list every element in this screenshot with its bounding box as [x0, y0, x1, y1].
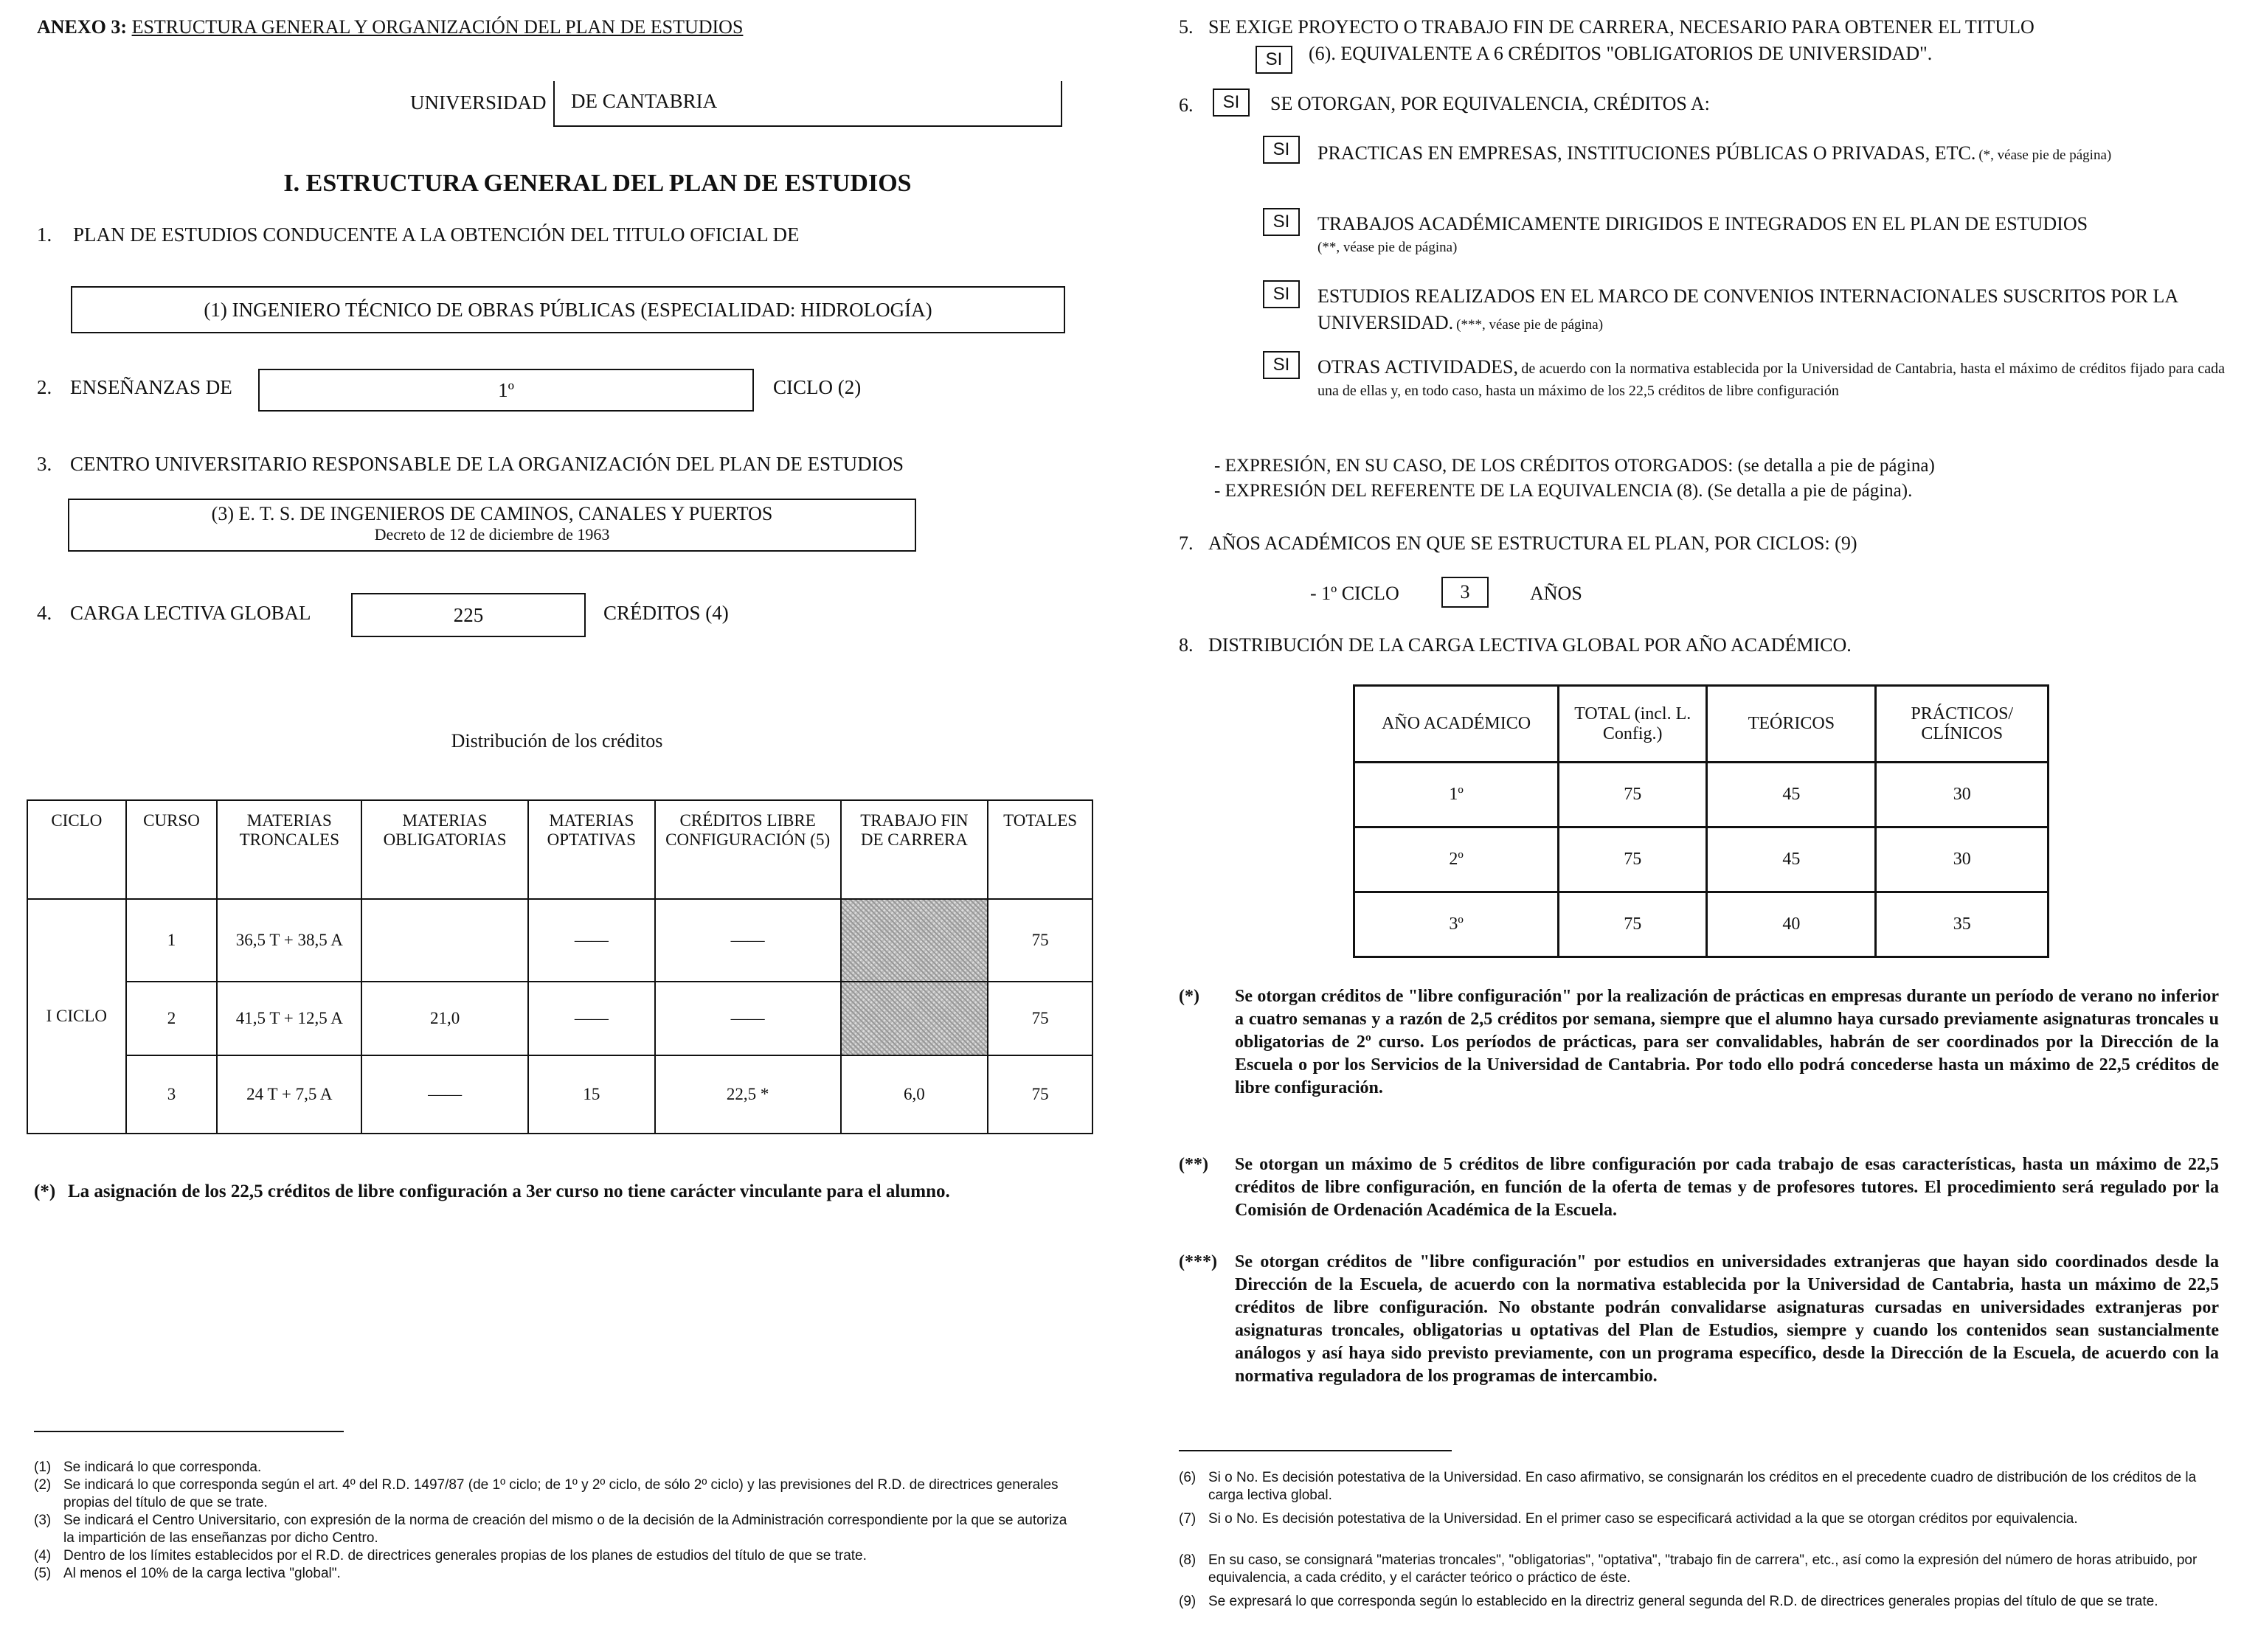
- right-footnote-divider: [1179, 1450, 1452, 1451]
- option-main: PRACTICAS EN EMPRESAS, INSTITUCIONES PÚBLICAS O PRIVADAS, ETC.: [1317, 142, 1976, 164]
- option-practicas: [1317, 143, 2188, 167]
- year-cell: 3º: [1354, 892, 1559, 957]
- right-footnote: [1179, 1593, 2219, 1628]
- header-troncales: MATERIAS TRONCALES: [217, 800, 361, 899]
- trabajo-cell-shaded: [841, 982, 988, 1055]
- option-si-box: SI: [1263, 208, 1300, 236]
- practicos-cell: 35: [1876, 892, 2049, 957]
- years-value: 3: [1460, 581, 1470, 603]
- header-obligatorias: MATERIAS OBLIGATORIAS: [361, 800, 528, 899]
- option-main: OTRAS ACTIVIDADES,: [1317, 356, 1518, 378]
- option-si-box: SI: [1263, 136, 1300, 164]
- footnote-num: (4): [34, 1548, 52, 1564]
- item-4-suffix: CRÉDITOS (4): [603, 602, 729, 624]
- note-mark: (**): [1179, 1155, 1208, 1174]
- obligatorias-cell: ——: [361, 1055, 528, 1134]
- university-box: [553, 81, 1062, 127]
- option-note: (*, véase pie de página): [1978, 148, 2112, 163]
- totales-cell: 75: [988, 982, 1092, 1055]
- credits-table-header-row: [27, 800, 1092, 899]
- total-cell: 75: [1559, 892, 1707, 957]
- years-value-box: [1441, 577, 1489, 608]
- footnote-text: Se indicará el Centro Universitario, con expresión de la norma de creación del mismo o de la decisión de la Administración correspondiente por la que se autoriza la impartición de las enseñanzas por dicho Centro.: [63, 1513, 1067, 1546]
- cycle-value: 1º: [498, 378, 514, 401]
- year-table-header-row: [1354, 686, 2049, 763]
- practicos-cell: 30: [1876, 827, 2049, 892]
- libre-cell: ——: [655, 899, 841, 982]
- note-mark: (***): [1179, 1252, 1217, 1271]
- item-1-num: 1.: [37, 223, 52, 246]
- annex-label: ANEXO 3:: [37, 16, 128, 38]
- footnote-text: En su caso, se consignará "materias troncales", "obligatorias", "optativa", "trabajo fin de carrera", etc., así como la expresión del número de horas atribuido, por equivalencia, a cada crédito, y el carácter teórico o práctico de éste.: [1208, 1552, 2198, 1586]
- optativas-cell: ——: [528, 982, 655, 1055]
- center-value-box: [68, 499, 916, 552]
- note-text: Se otorgan un máximo de 5 créditos de libre configuración por cada trabajo de esas características, hasta un máximo de 22,5 créditos de libre configuración, en función de la oferta de temas y de profesores tutores. El procedimiento será regulado por la Comisión de Ordenación Académica de la Escuela.: [1235, 1155, 2219, 1220]
- left-footnote: [34, 1547, 1081, 1565]
- header-practicos: PRÁCTICOS/ CLÍNICOS: [1876, 686, 2049, 763]
- item-7-suffix: AÑOS: [1530, 583, 1582, 604]
- footnote-num: (2): [34, 1477, 52, 1493]
- libre-cell: ——: [655, 982, 841, 1055]
- item-5-line1: SE EXIGE PROYECTO O TRABAJO FIN DE CARRERA, NECESARIO PARA OBTENER EL TITULO: [1208, 16, 2035, 38]
- cycle-cell: I CICLO: [27, 899, 126, 1134]
- right-footnote: [1179, 1469, 2219, 1504]
- item-7-text: AÑOS ACADÉMICOS EN QUE SE ESTRUCTURA EL PLAN, POR CICLOS: (9): [1208, 532, 1857, 554]
- option-main: ESTUDIOS REALIZADOS EN EL MARCO DE CONVENIOS INTERNACIONALES SUSCRITOS POR LA UNIVERSIDAD.: [1317, 285, 2178, 333]
- item-3: [37, 453, 904, 476]
- option-note: (***, véase pie de página): [1456, 317, 1604, 333]
- option-si-box: SI: [1263, 351, 1300, 379]
- footnote-num: (8): [1179, 1552, 1197, 1568]
- credits-value-box: [351, 593, 586, 637]
- annex-title: ESTRUCTURA GENERAL Y ORGANIZACIÓN DEL PLAN DE ESTUDIOS: [131, 16, 744, 38]
- distribution-title: Distribución de los créditos: [451, 730, 663, 752]
- footnote-num: (9): [1179, 1594, 1197, 1609]
- header-totales: TOTALES: [988, 800, 1092, 899]
- footnote-text: Si o No. Es decisión potestativa de la Universidad. En el primer caso se especificará actividad a la que se otorgan créditos por equivalencia.: [1208, 1511, 2078, 1527]
- item-5-num: 5.: [1179, 16, 1194, 38]
- option-main: TRABAJOS ACADÉMICAMENTE DIRIGIDOS E INTEGRADOS EN EL PLAN DE ESTUDIOS: [1317, 213, 2088, 235]
- item-5-line2: (6). EQUIVALENTE A 6 CRÉDITOS "OBLIGATORIOS DE UNIVERSIDAD".: [1309, 43, 1933, 64]
- right-footnote: [1179, 1552, 2219, 1587]
- credits-table: [27, 799, 1093, 1134]
- note-trabajos: [1179, 1153, 2219, 1222]
- item-5-si-box: SI: [1256, 46, 1292, 74]
- footnote-num: (1): [34, 1460, 52, 1475]
- footnote-text: Dentro de los límites establecidos por el R.D. de directrices generales propias de los planes de estudios del título de que se trate.: [63, 1548, 867, 1564]
- header-ciclo: CICLO: [27, 800, 126, 899]
- troncales-cell: 36,5 T + 38,5 A: [217, 899, 361, 982]
- item-1-text: PLAN DE ESTUDIOS CONDUCENTE A LA OBTENCIÓN DEL TITULO OFICIAL DE: [73, 223, 800, 246]
- curso-cell: 3: [126, 1055, 218, 1134]
- option-estudios: [1317, 285, 2225, 338]
- option-trabajos: [1317, 214, 2188, 259]
- university-value: DE CANTABRIA: [571, 90, 718, 112]
- table-note-text: La asignación de los 22,5 créditos de libre configuración a 3er curso no tiene carácter vinculante para el alumno.: [68, 1181, 950, 1201]
- item-2-num: 2.: [37, 376, 52, 398]
- center-value-line1: (3) E. T. S. DE INGENIEROS DE CAMINOS, CANALES Y PUERTOS: [211, 503, 773, 524]
- optativas-cell: 15: [528, 1055, 655, 1134]
- footnote-num: (7): [1179, 1511, 1197, 1527]
- total-cell: 75: [1559, 827, 1707, 892]
- right-footnote: [1179, 1510, 2219, 1546]
- header-trabajo-fin: TRABAJO FIN DE CARRERA: [841, 800, 988, 899]
- note-text: Se otorgan créditos de "libre configuración" por estudios en universidades extranjeras que hayan sido coordinados desde la Dirección de la Escuela, de acuerdo con la normativa establecida por la Universidad de Cantabria, hasta un máximo de 22,5 créditos de libre configuración. No obstante podrán convalidarse asignaturas cursadas en universidades extranjeras por asignaturas troncales, obligatorias u optativas del Plan de Estudios, siempre y cuando los contenidos sean sustancialmente análogos y así haya sido previsto previamente, con un programa específico, desde la Dirección de la Escuela, de acuerdo con la normativa reguladora de los programas de intercambio.: [1235, 1252, 2219, 1386]
- teoricos-cell: 40: [1707, 892, 1876, 957]
- item-7-label: - 1º CICLO: [1310, 583, 1399, 604]
- obligatorias-cell: [361, 899, 528, 982]
- totales-cell: 75: [988, 899, 1092, 982]
- obligatorias-cell: 21,0: [361, 982, 528, 1055]
- main-title: I. ESTRUCTURA GENERAL DEL PLAN DE ESTUDIOS: [283, 170, 912, 197]
- header-ano: AÑO ACADÉMICO: [1354, 686, 1559, 763]
- trabajo-cell-shaded: [841, 899, 988, 982]
- item-3-num: 3.: [37, 453, 52, 475]
- option-si-box: SI: [1263, 280, 1300, 308]
- footnote-text: Se expresará lo que corresponda según lo establecido en la directriz general segunda del R.D. de directrices generales propias del título de que se trate.: [1208, 1594, 2158, 1609]
- item-4-label: CARGA LECTIVA GLOBAL: [70, 602, 311, 624]
- header-libre-configuracion: CRÉDITOS LIBRE CONFIGURACIÓN (5): [655, 800, 841, 899]
- title-value: (1) INGENIERO TÉCNICO DE OBRAS PÚBLICAS (ESPECIALIDAD: HIDROLOGÍA): [204, 298, 932, 321]
- troncales-cell: 41,5 T + 12,5 A: [217, 982, 361, 1055]
- item-2: [37, 376, 232, 399]
- footnote-num: (6): [1179, 1470, 1197, 1485]
- curso-cell: 1: [126, 899, 218, 982]
- option-note: (**, véase pie de página): [1317, 240, 1458, 255]
- table-row: [27, 899, 1092, 982]
- table-row: [1354, 827, 2049, 892]
- item-2-suffix: CICLO (2): [773, 376, 862, 398]
- table-note: [34, 1180, 1074, 1203]
- annex-heading: [37, 16, 743, 38]
- option-note: de acuerdo con la normativa establecida por la Universidad de Cantabria, hasta el máximo de créditos fijado para cada una de ellas y, en todo caso, hasta un máximo de los 22,5 créditos de libre configuración: [1317, 361, 2226, 399]
- note-text: Se otorgan créditos de "libre configuración" por la realización de prácticas en empresas durante un período de verano no inferior a cuatro semanas y a razón de 2,5 créditos por semana, siempre que el alumno haya cursado previamente asignaturas troncales u obligatorias de 2º curso. Los períodos de prácticas, para ser convalidables, habrán de ser coordinados por la Dirección de la Escuela o por los Servicios de la Universidad de Cantabria. Por todo ello podrá concederse hasta un máximo de 22,5 créditos de libre configuración.: [1235, 987, 2219, 1097]
- item-6-si-box: SI: [1213, 88, 1250, 117]
- item-8-num: 8.: [1179, 634, 1194, 656]
- table-row: [27, 982, 1092, 1055]
- expression-credits: - EXPRESIÓN, EN SU CASO, DE LOS CRÉDITOS OTORGADOS: (se detalla a pie de página): [1214, 456, 1935, 476]
- libre-cell: 22,5 *: [655, 1055, 841, 1134]
- left-footnote: [34, 1476, 1081, 1512]
- left-footnote-divider: [34, 1431, 344, 1432]
- item-1: [37, 223, 799, 246]
- option-otras: [1317, 357, 2225, 403]
- item-6-text: SE OTORGAN, POR EQUIVALENCIA, CRÉDITOS A:: [1270, 93, 1710, 114]
- item-4-num: 4.: [37, 602, 52, 624]
- footnote-text: Si o No. Es decisión potestativa de la Universidad. En caso afirmativo, se consignarán los créditos en el precedente cuadro de distribución de los créditos de la carga lectiva global.: [1208, 1470, 2197, 1503]
- footnote-num: (5): [34, 1566, 52, 1581]
- left-footnote: [34, 1565, 1081, 1583]
- header-optativas: MATERIAS OPTATIVAS: [528, 800, 655, 899]
- table-row: [1354, 892, 2049, 957]
- item-6-num: 6.: [1179, 94, 1194, 116]
- footnote-text: Al menos el 10% de la carga lectiva "global".: [63, 1566, 341, 1581]
- item-8: [1179, 634, 1852, 656]
- optativas-cell: ——: [528, 899, 655, 982]
- year-table: [1353, 684, 2049, 958]
- footnote-text: Se indicará lo que corresponda.: [63, 1460, 262, 1475]
- note-estudios: [1179, 1251, 2219, 1388]
- header-total: TOTAL (incl. L. Config.): [1559, 686, 1707, 763]
- year-cell: 2º: [1354, 827, 1559, 892]
- university-label: UNIVERSIDAD: [410, 91, 547, 114]
- trabajo-cell: 6,0: [841, 1055, 988, 1134]
- center-value-line2: Decreto de 12 de diciembre de 1963: [374, 525, 610, 544]
- note-mark: (*): [1179, 987, 1199, 1006]
- year-cell: 1º: [1354, 763, 1559, 827]
- item-4: [37, 602, 311, 625]
- header-teoricos: TEÓRICOS: [1707, 686, 1876, 763]
- troncales-cell: 24 T + 7,5 A: [217, 1055, 361, 1134]
- practicos-cell: 30: [1876, 763, 2049, 827]
- teoricos-cell: 45: [1707, 763, 1876, 827]
- left-footnote: [34, 1512, 1081, 1547]
- item-3-text: CENTRO UNIVERSITARIO RESPONSABLE DE LA ORGANIZACIÓN DEL PLAN DE ESTUDIOS: [70, 453, 904, 475]
- table-note-mark: (*): [34, 1181, 56, 1201]
- totales-cell: 75: [988, 1055, 1092, 1134]
- footnote-text: Se indicará lo que corresponda según el art. 4º del R.D. 1497/87 (de 1º ciclo; de 1º y 2º ciclo, de sólo 2º ciclo) y las previsiones del R.D. de directrices generales propias del título de que se trate.: [63, 1477, 1059, 1510]
- title-value-box: [71, 286, 1065, 333]
- teoricos-cell: 45: [1707, 827, 1876, 892]
- item-7-num: 7.: [1179, 532, 1194, 554]
- total-cell: 75: [1559, 763, 1707, 827]
- footnote-num: (3): [34, 1513, 52, 1528]
- table-row: [1354, 763, 2049, 827]
- item-7: [1179, 532, 1857, 555]
- cycle-value-box: [258, 369, 754, 412]
- item-2-label: ENSEÑANZAS DE: [70, 376, 232, 398]
- item-8-text: DISTRIBUCIÓN DE LA CARGA LECTIVA GLOBAL POR AÑO ACADÉMICO.: [1208, 634, 1852, 656]
- note-practicas: [1179, 985, 2219, 1100]
- credits-value: 225: [453, 603, 484, 626]
- curso-cell: 2: [126, 982, 218, 1055]
- expression-referent: - EXPRESIÓN DEL REFERENTE DE LA EQUIVALENCIA (8). (Se detalla a pie de página).: [1214, 481, 1913, 501]
- table-row: [27, 1055, 1092, 1134]
- left-footnote: [34, 1459, 1081, 1476]
- header-curso: CURSO: [126, 800, 218, 899]
